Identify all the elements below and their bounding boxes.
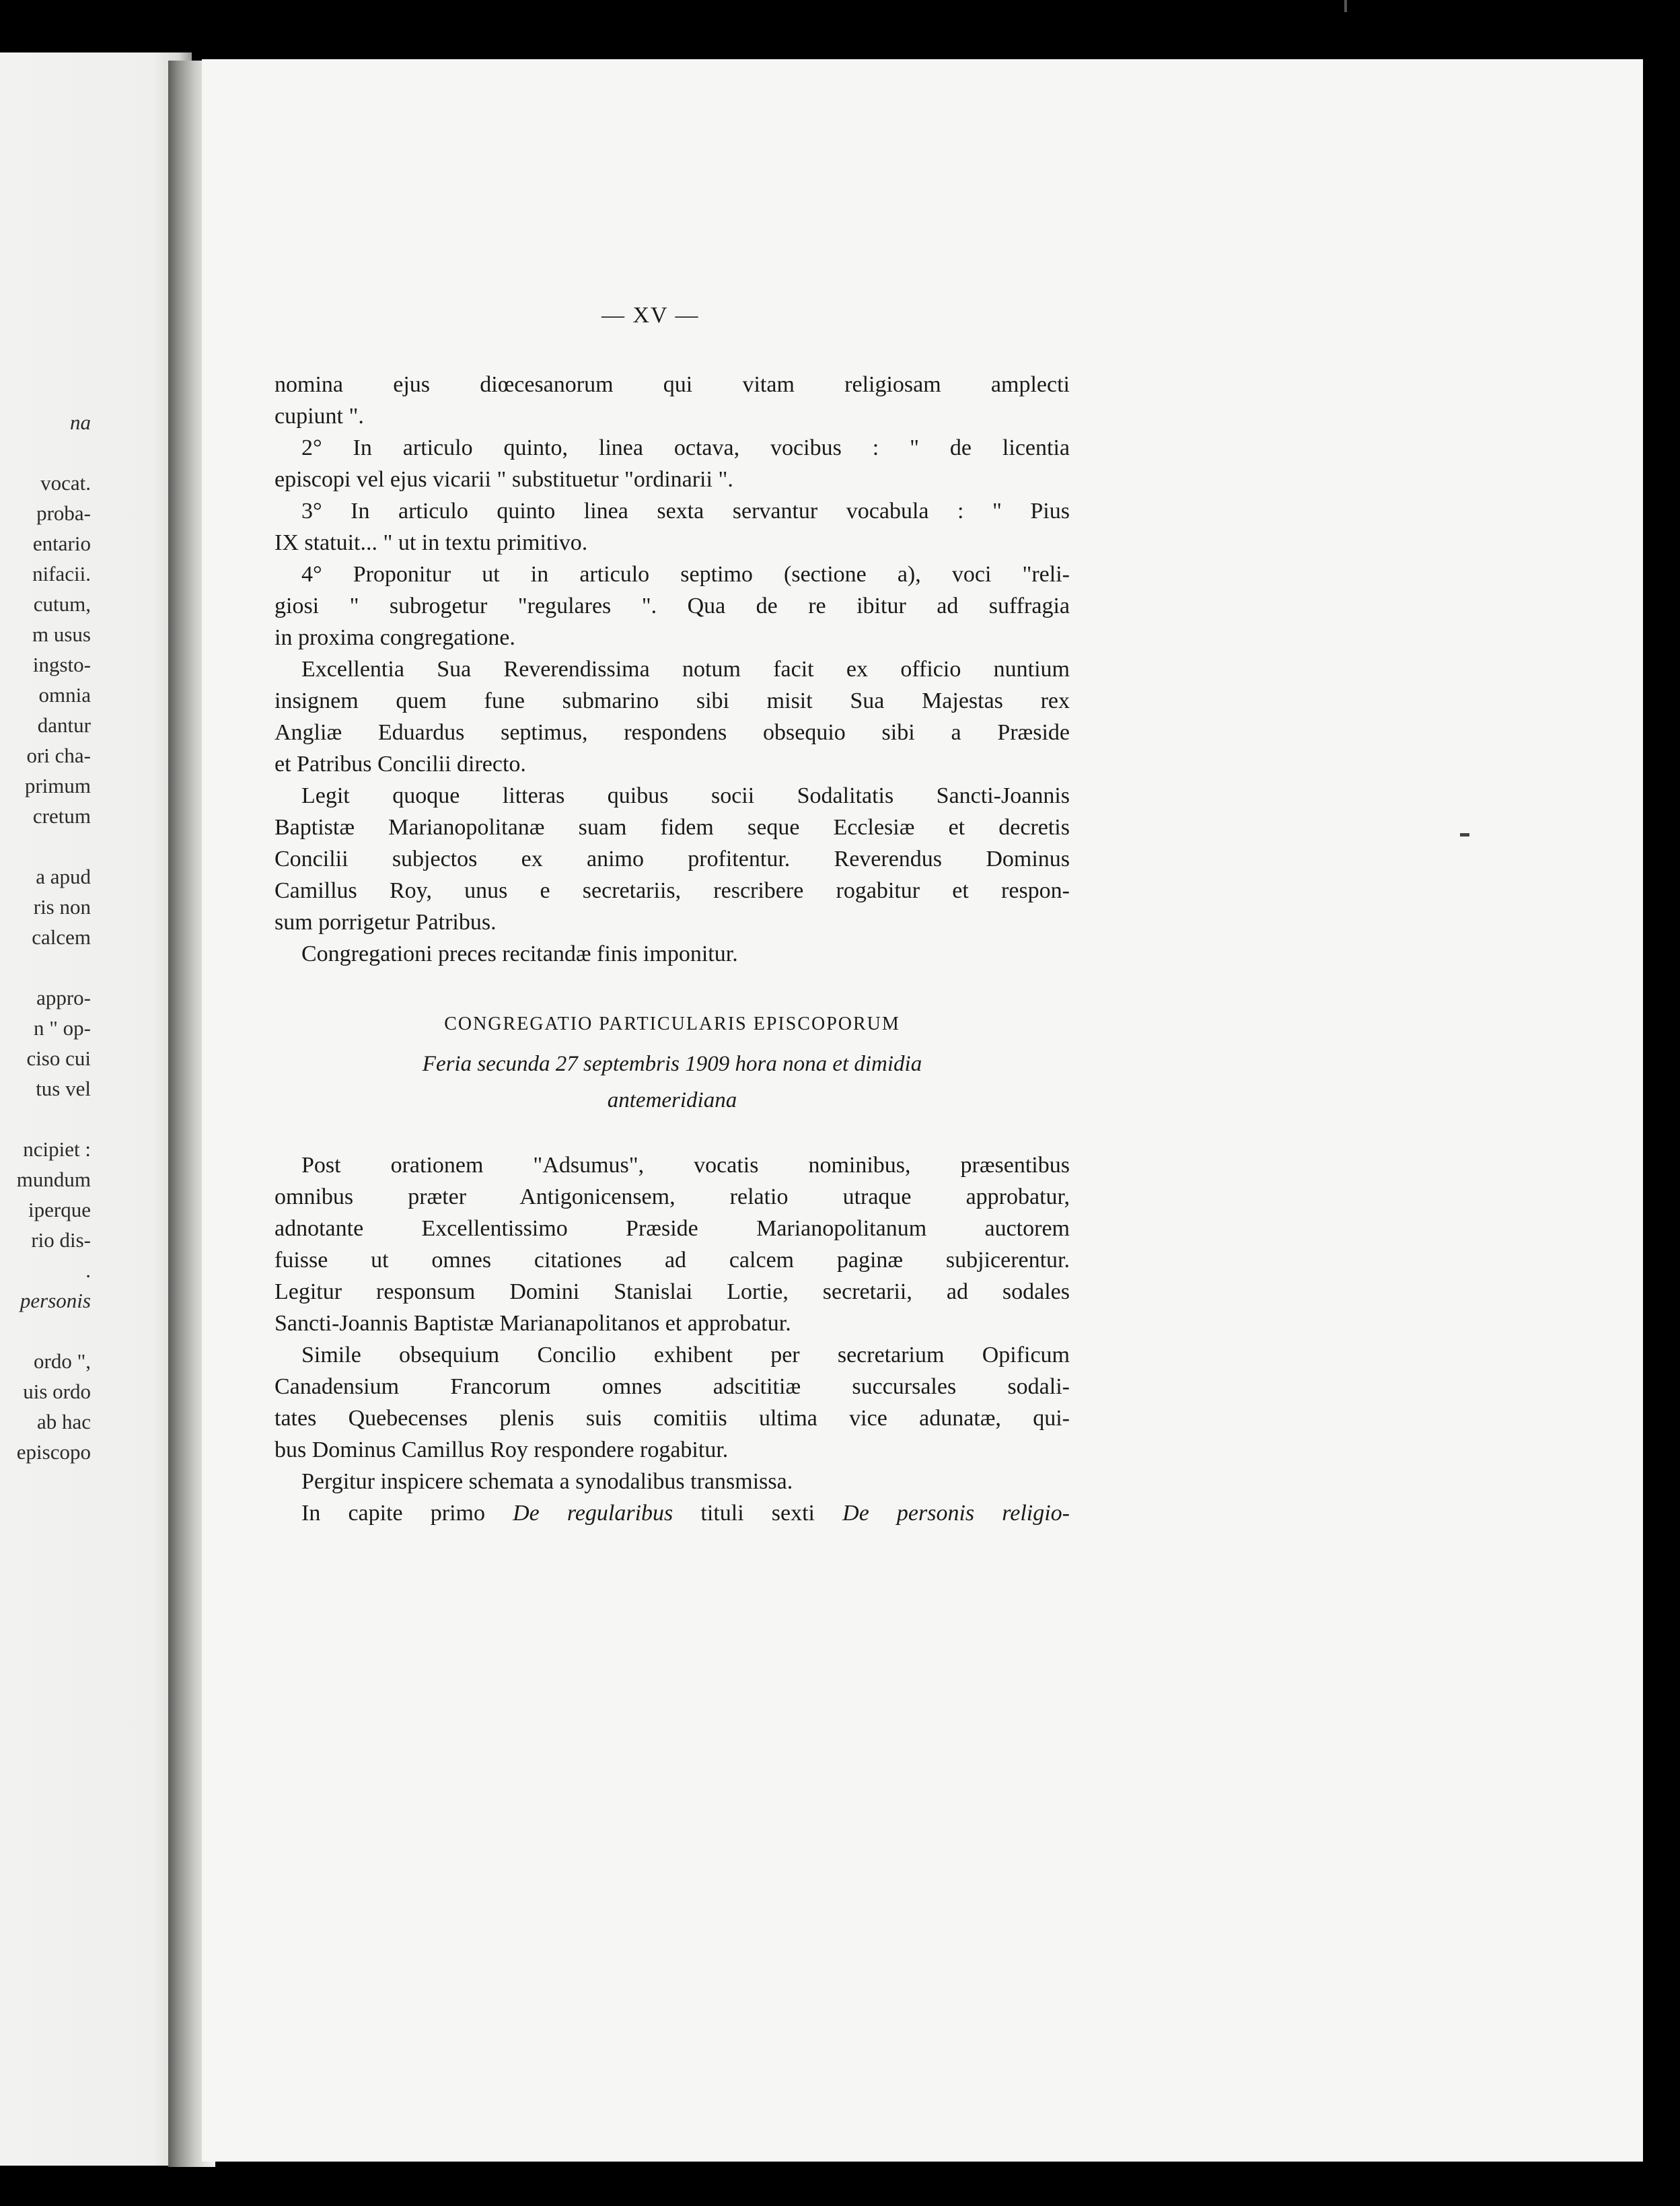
body-line: Simile obsequium Concilio exhibent per secretarium Opificum (301, 1343, 1070, 1367)
body-line: omnibus præter Antigonicensem, relatio utraque approbatur, (275, 1184, 1070, 1209)
left-page-line: dantur (37, 713, 91, 737)
left-page-line: ordo ", (34, 1349, 91, 1373)
body-line (301, 1497, 1070, 1529)
body-line: Angliæ Eduardus septimus, respondens obsequio sibi a Præside (275, 720, 1070, 745)
body-text: In capite primo (301, 1501, 513, 1526)
left-page-line: entario (32, 532, 91, 555)
left-page-line: primum (24, 774, 91, 797)
left-page-line: proba- (36, 501, 91, 525)
scan-speck (1460, 833, 1469, 837)
left-page-line: . (85, 1258, 91, 1282)
body-line: Congregationi preces recitandæ finis imponitur. (301, 941, 738, 966)
italic-title: De regularibus (513, 1501, 673, 1526)
body-line: Canadensium Francorum omnes adscititiæ succursales sodali- (275, 1374, 1070, 1399)
left-page-line: m usus (32, 622, 91, 646)
left-page-line: tus vel (36, 1077, 91, 1100)
left-page-line: personis (20, 1289, 91, 1312)
section-subheading: antemeridiana (607, 1088, 737, 1112)
left-page-line: ciso cui (26, 1046, 91, 1070)
italic-title: De personis religio- (842, 1501, 1070, 1526)
body-text: tituli sexti (673, 1501, 843, 1526)
left-page-line: rio dis- (31, 1228, 91, 1252)
left-page-line: ingsto- (32, 653, 91, 676)
section-heading: CONGREGATIO PARTICULARIS EPISCOPORUM (444, 1013, 900, 1034)
page (202, 59, 1643, 2162)
left-page-line: calcem (32, 925, 91, 949)
left-page-line: episcopo (16, 1440, 91, 1464)
body-line: cupiunt ". (275, 404, 364, 429)
left-page-line: appro- (36, 986, 91, 1009)
body-line: Concilii subjectos ex animo profitentur. Reverendus Dominus (275, 847, 1070, 871)
body-line: tates Quebecenses plenis suis comitiis ultima vice adunatæ, qui- (275, 1406, 1070, 1431)
body-line: bus Dominus Camillus Roy respondere rogabitur. (275, 1437, 729, 1462)
body-line: in proxima congregatione. (275, 625, 515, 650)
body-line: giosi " subrogetur "regulares ". Qua de re ibitur ad suffragia (275, 594, 1070, 618)
left-page-line: ncipiet : (23, 1137, 91, 1161)
body-line: 3° In articulo quinto linea sexta servantur vocabula : " Pius (301, 499, 1070, 524)
left-page-line: n " op- (34, 1016, 91, 1040)
left-page-line: vocat. (40, 471, 91, 495)
body-line: Baptistæ Marianopolitanæ suam fidem seque Ecclesiæ et decretis (275, 815, 1070, 840)
left-page-line: a apud (36, 865, 91, 888)
left-facing-page (0, 52, 192, 2166)
left-page-line: cutum, (33, 592, 91, 616)
body-line: Camillus Roy, unus e secretariis, rescribere rogabitur et respon- (275, 878, 1070, 903)
body-line: 4° Proponitur ut in articulo septimo (sectione a), voci "reli- (301, 562, 1070, 587)
left-page-line: cretum (32, 804, 91, 828)
left-page-line: uis ordo (23, 1380, 91, 1403)
body-line: Post orationem "Adsumus", vocatis nominibus, præsentibus (301, 1153, 1070, 1178)
body-line: 2° In articulo quinto, linea octava, vocibus : " de licentia (301, 435, 1070, 460)
left-page-line: omnia (38, 683, 91, 707)
left-page-line: ab hac (36, 1410, 91, 1433)
body-line: nomina ejus diœcesanorum qui vitam religiosam amplecti (275, 372, 1070, 397)
body-line: sum porrigetur Patribus. (275, 910, 497, 935)
body-line: Legit quoque litteras quibus socii Sodalitatis Sancti-Joannis (301, 783, 1070, 808)
body-line: Excellentia Sua Reverendissima notum facit ex officio nuntium (301, 657, 1070, 682)
body-line: adnotante Excellentissimo Præside Marianopolitanum auctorem (275, 1216, 1070, 1241)
left-page-line: ori cha- (26, 744, 91, 767)
body-line: IX statuit... " ut in textu primitivo. (275, 530, 588, 555)
body-line: insignem quem fune submarino sibi misit Sua Majestas rex (275, 688, 1070, 713)
section-subheading: Feria secunda 27 septembris 1909 hora nona et dimidia (422, 1052, 922, 1076)
body-line: Sancti-Joannis Baptistæ Marianapolitanos et approbatur. (275, 1311, 791, 1336)
scan-speck (1344, 0, 1347, 12)
body-line: episcopi vel ejus vicarii " substituetur "ordinarii ". (275, 467, 733, 492)
body-line: Pergitur inspicere schemata a synodalibus transmissa. (301, 1469, 793, 1494)
left-page-line: ris non (33, 895, 91, 919)
left-page-line: iperque (28, 1198, 91, 1221)
left-page-line: nifacii. (32, 562, 91, 585)
body-line: fuisse ut omnes citationes ad calcem paginæ subjicerentur. (275, 1248, 1070, 1273)
page-number: — XV — (601, 303, 700, 328)
left-page-line: na (70, 411, 91, 434)
body-line: et Patribus Concilii directo. (275, 752, 526, 777)
body-line: Legitur responsum Domini Stanislai Lortie, secretarii, ad sodales (275, 1279, 1070, 1304)
left-page-line: mundum (16, 1168, 91, 1191)
